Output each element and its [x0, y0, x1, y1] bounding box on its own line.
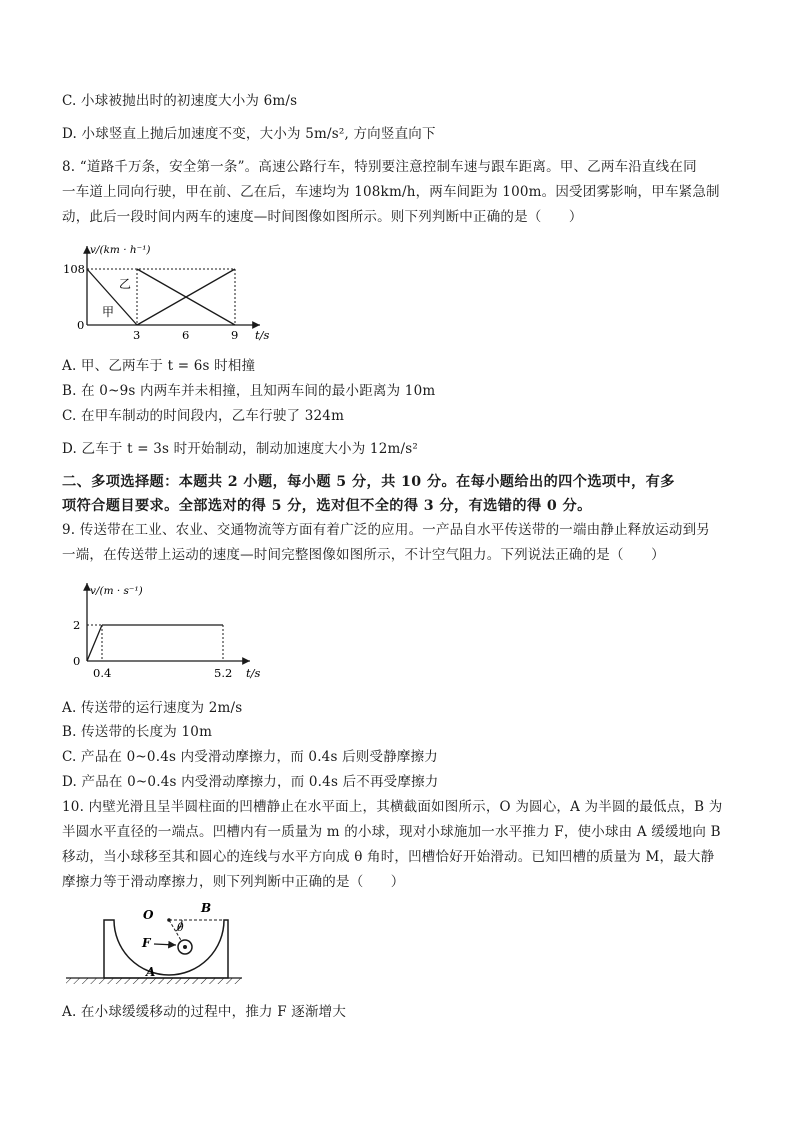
q8-x-tick-9: 9 — [231, 328, 239, 342]
q8-y-tick-108: 108 — [63, 262, 85, 276]
section2-instructions-line-1: 二、多项选择题：本题共 2 小题，每小题 5 分，共 10 分。在每小题给出的四个选项中，有多 — [62, 474, 675, 490]
q8-x-tick-6: 6 — [182, 328, 190, 342]
q9-option-c: C. 产品在 0~0.4s 内受滑动摩擦力，而 0.4s 后则受静摩擦力 — [62, 749, 438, 765]
q10-label-o: O — [143, 908, 154, 922]
q9-stem-line-1: 9. 传送带在工业、农业、交通物流等方面有着广泛的应用。一产品自水平传送带的一端由静止释放运动到另 — [62, 522, 710, 538]
q10-stem-line-1: 10. 内壁光滑且呈半圆柱面的凹槽静止在水平面上，其横截面如图所示，O 为圆心，A 为半圆的最低点，B 为 — [62, 799, 723, 815]
q9-x-tick-0-4: 0.4 — [93, 666, 112, 680]
q8-x-axis-label: t/s — [255, 328, 270, 342]
q10-label-b: B — [201, 901, 212, 915]
q9-x-tick-5-2: 5.2 — [214, 666, 233, 680]
q9-option-b: B. 传送带的长度为 10m — [62, 724, 213, 740]
q9-origin-label: 0 — [73, 654, 81, 668]
q8-option-b: B. 在 0~9s 内两车并未相撞，且知两车间的最小距离为 10m — [62, 383, 436, 399]
q10-stem-line-4: 摩擦力等于滑动摩擦力，则下列判断中正确的是（ ） — [62, 874, 405, 890]
q8-option-d: D. 乙车于 t = 3s 时开始制动，制动加速度大小为 12m/s² — [62, 441, 419, 457]
q10-label-theta: θ — [177, 921, 184, 934]
q8-stem-line-1: 8. “道路千万条，安全第一条”。高速公路行车，特别要注意控制车速与跟车距离。甲、乙两车沿直线在同 — [62, 159, 697, 175]
q9-line-accelerating — [87, 625, 102, 661]
q10-label-f: F — [142, 936, 151, 950]
q8-velocity-time-graph — [60, 240, 290, 345]
q9-x-axis-label: t/s — [246, 666, 261, 680]
section2-instructions-line-2: 项符合题目要求。全部选对的得 5 分，选对但不全的得 3 分，有选错的得 0 分。 — [62, 498, 592, 514]
q8-stem-line-3: 动，此后一段时间内两车的速度—时间图像如图所示。则下列判断中正确的是（ ） — [62, 209, 583, 225]
q8-x-tick-3: 3 — [133, 328, 141, 342]
q10-stem-line-3: 移动，当小球移至其和圆心的连线与水平方向成 θ 角时，凹槽恰好开始滑动。已知凹槽的质量为 M，最大静 — [62, 849, 715, 865]
q10-label-a: A — [146, 965, 156, 979]
q8-option-c: C. 在甲车制动的时间段内，乙车行驶了 324m — [62, 408, 345, 424]
q9-option-d: D. 产品在 0~0.4s 内受滑动摩擦力，而 0.4s 后不再受摩擦力 — [62, 774, 439, 790]
q10-groove — [104, 920, 228, 978]
q8-origin-label: 0 — [77, 318, 85, 332]
q9-option-a: A. 传送带的运行速度为 2m/s — [62, 700, 243, 716]
q8-y-axis-label: v/(km · h⁻¹) — [90, 244, 151, 256]
q10-groove-figure — [64, 900, 244, 992]
q7-option-d: D. 小球竖直上抛后加速度不变，大小为 5m/s², 方向竖直向下 — [62, 126, 436, 142]
q9-stem-line-2: 一端，在传送带上运动的速度—时间完整图像如图所示，不计空气阻力。下列说法正确的是（ ） — [62, 547, 665, 563]
q8-stem-line-2: 一车道上同向行驶，甲在前、乙在后，车速均为 108km/h，两车间距为 100m。因受团雾影响，甲车紧急制 — [62, 184, 720, 200]
q9-y-tick-2: 2 — [73, 618, 81, 632]
q10-option-a: A. 在小球缓缓移动的过程中，推力 F 逐渐增大 — [62, 1004, 347, 1020]
q9-y-axis-label: v/(m · s⁻¹) — [90, 585, 143, 597]
q8-option-a: A. 甲、乙两车于 t = 6s 时相撞 — [62, 358, 256, 374]
q10-force-arrow — [154, 944, 176, 945]
q8-label-yi: 乙 — [119, 277, 132, 291]
q10-stem-line-2: 半圆水平直径的一端点。凹槽内有一质量为 m 的小球，现对小球施加一水平推力 F，使小球由 A 缓缓地向 B — [62, 824, 721, 840]
q7-option-c: C. 小球被抛出时的初速度大小为 6m/s — [62, 93, 298, 109]
q8-label-jia: 甲 — [102, 305, 115, 319]
q9-velocity-time-graph — [60, 578, 280, 683]
